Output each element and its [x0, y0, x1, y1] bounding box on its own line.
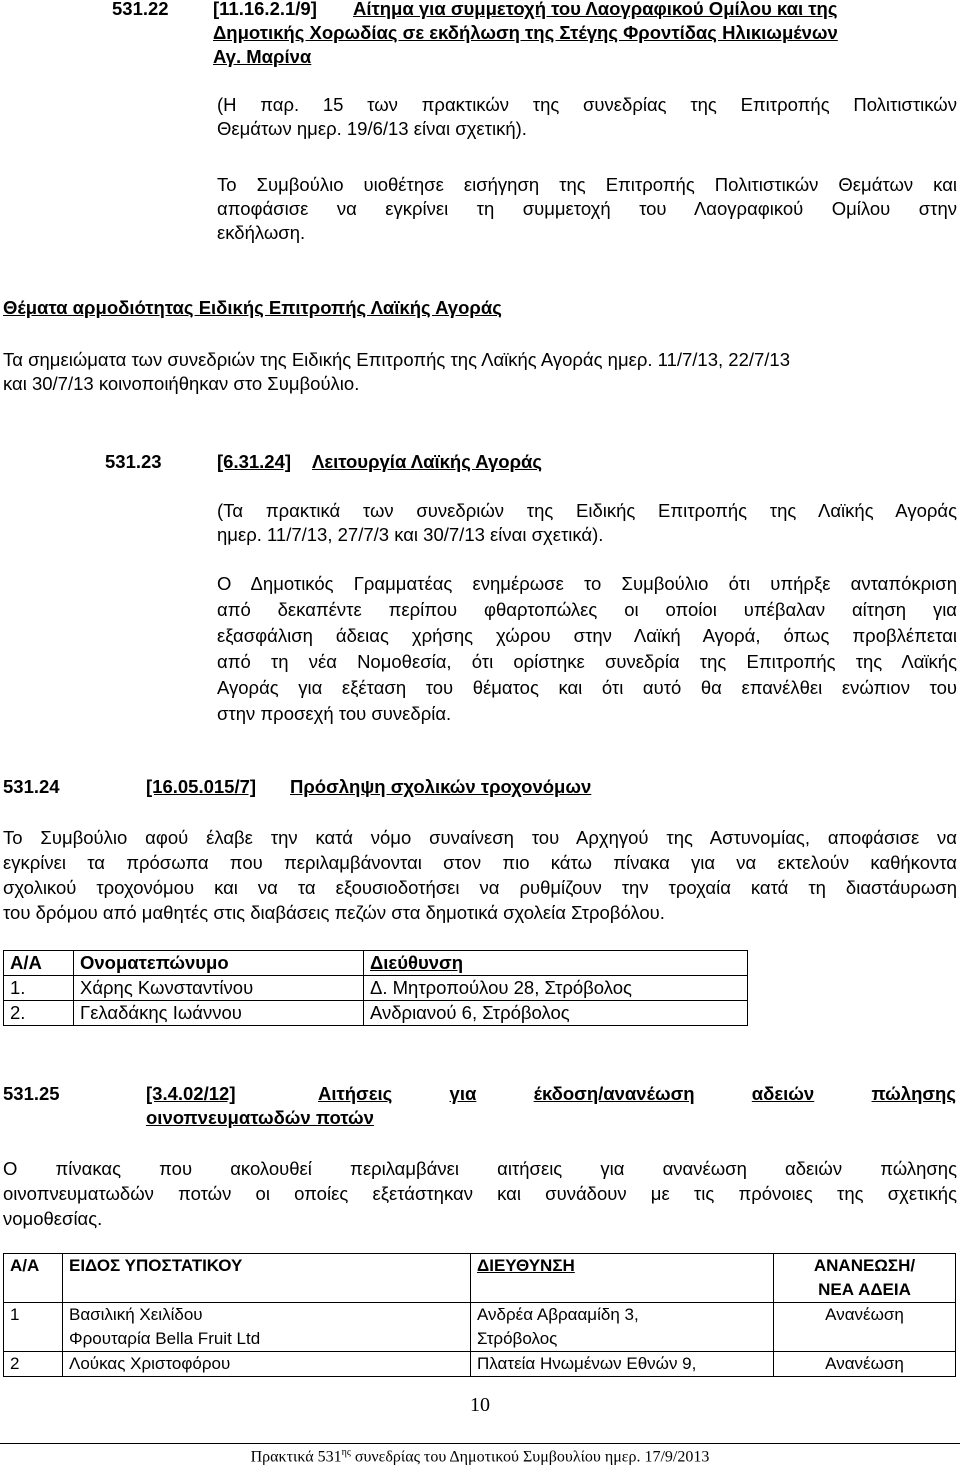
body-paragraph-line: εξασφάλιση άδειας χρήσης χώρου στην Λαϊκή Αγορά, όπως προβλέπεται: [217, 625, 957, 646]
table-cell: Ανανέωση: [774, 1352, 956, 1377]
table-header-cell: Α/Α: [4, 1254, 63, 1303]
table-header-cell: ΕΙΔΟΣ ΥΠΟΣΤΑΤΙΚΟΥ: [63, 1254, 471, 1303]
table-cell: Πλατεία Ηνωμένων Εθνών 9,: [471, 1352, 774, 1377]
liquor-licenses-table: [3, 1253, 956, 1377]
table-header-row: [4, 951, 748, 976]
table-cell: 2.: [4, 1001, 74, 1026]
item-code: [11.16.2.1/9]: [213, 0, 317, 19]
table-cell: 2: [4, 1352, 63, 1377]
decision-text: Το Συμβούλιο υιοθέτησε εισήγηση της Επιτροπής Πολιτιστικών Θεμάτων και: [217, 174, 957, 195]
table-cell: Ανανέωση: [774, 1303, 956, 1352]
market-text: Τα σημειώματα των συνεδριών της Ειδικής Επιτροπής της Λαϊκής Αγοράς ημερ. 11/7/13, 22/7/13: [3, 349, 791, 370]
table-cell: Ανδριανού 6, Στρόβολος: [364, 1001, 748, 1026]
table-header-row: [4, 1254, 956, 1303]
table-cell: Ανδρέα Αβρααμίδη 3, Στρόβολος: [471, 1303, 774, 1352]
page-number: 10: [470, 1394, 490, 1416]
body-paragraph-line: του δρόμου από μαθητές στις διαβάσεις πεζών στα δημοτικά σχολεία Στροβόλου.: [3, 902, 665, 923]
item-title-line3: Αγ. Μαρίνα: [213, 46, 312, 67]
item-number: 531.22: [112, 0, 169, 19]
table-cell: Δ. Μητροπούλου 28, Στρόβολος: [364, 976, 748, 1001]
decision-text-line2: αποφάσισε να εγκρίνει τη συμμετοχή του Λαογραφικού Ομίλου στην: [217, 198, 957, 219]
table-cell: Χάρης Κωνσταντίνου: [74, 976, 364, 1001]
table-header-cell: Ονοματεπώνυμο: [74, 951, 364, 976]
body-paragraph-line: Το Συμβούλιο αφού έλαβε την κατά νόμο συναίνεση του Αρχηγού της Αστυνομίας, αποφάσισε να: [3, 827, 957, 848]
body-paragraph-line: από δεκαπέντε περίπου φθαρτοπώλες οι οποίοι υπέβαλαν αίτηση για: [217, 599, 957, 620]
section-heading: Θέματα αρμοδιότητας Ειδικής Επιτροπής Λαϊκής Αγοράς: [3, 297, 502, 318]
body-paragraph-line: οινοπνευματωδών ποτών οι οποίες εξετάστηκαν και συνάδουν με τις πρόνοιες της σχετικής: [3, 1183, 957, 1204]
table-header-cell: Α/Α: [4, 951, 74, 976]
table-cell: Λούκας Χριστοφόρου: [63, 1352, 471, 1377]
item-title-line2: οινοπνευματωδών ποτών: [146, 1107, 374, 1128]
table-header-cell: ΑΝΑΝΕΩΣΗ/ ΝΕΑ ΑΔΕΙΑ: [774, 1254, 956, 1303]
table-row: [4, 1001, 748, 1026]
body-paragraph-line: σχολικού τροχονόμου και να τα εξουσιοδοτήσει να ρυθμίζουν την τροχαία κατά τη διαστάυρωση: [3, 877, 957, 898]
footer-divider: [0, 1443, 960, 1444]
body-paragraph-line: Ο πίνακας που ακολουθεί περιλαμβάνει αιτήσεις για ανανέωση αδειών πώλησης: [3, 1158, 957, 1179]
body-paragraph-line: νομοθεσίας.: [3, 1208, 103, 1229]
item-title: Πρόσληψη σχολικών τροχονόμων: [290, 776, 592, 797]
market-text-line2: και 30/7/13 κοινοποιήθηκαν στο Συμβούλιο.: [3, 373, 360, 394]
item-title: Λειτουργία Λαϊκής Αγοράς: [312, 451, 543, 472]
table-row: [4, 1352, 956, 1377]
body-paragraph-line: εγκρίνει τα πρόσωπα που περιλαμβάνονται στον πιο κάτω πίνακα για να εκτελούν καθήκοντα: [3, 852, 957, 873]
traffic-wardens-table: [3, 950, 748, 1026]
item-code: [3.4.02/12]: [146, 1083, 236, 1104]
body-paragraph-line: Αγοράς για εξέταση του θέματος και ότι αυτό θα επανέλθει ενώπιον του: [217, 677, 957, 698]
item-number: 531.23: [105, 451, 162, 472]
decision-text-line3: εκδήλωση.: [217, 222, 306, 243]
body-paragraph-line: Ο Δημοτικός Γραμματέας ενημέρωσε το Συμβούλιο ότι υπήρξε ανταπόκριση: [217, 573, 957, 594]
table-cell: 1: [4, 1303, 63, 1352]
reference-text-line2: Θεμάτων ημερ. 19/6/13 είναι σχετική).: [217, 118, 527, 139]
body-paragraph-line: στην προσεχή του συνεδρία.: [217, 703, 452, 724]
item-code: [16.05.015/7]: [146, 776, 257, 797]
table-cell: 1.: [4, 976, 74, 1001]
reference-text: (Τα πρακτικά των συνεδριών της Ειδικής Επιτροπής της Λαϊκής Αγοράς: [217, 500, 957, 521]
item-title: Αιτήσεις για έκδοση/ανανέωση αδειών πώλησης: [318, 1083, 956, 1104]
reference-text: (Η παρ. 15 των πρακτικών της συνεδρίας της Επιτροπής Πολιτιστικών: [217, 94, 957, 115]
item-title: Αίτημα για συμμετοχή του Λαογραφικού Ομίλου και της: [353, 0, 838, 19]
page-footer: Πρακτικά $531^{\eta\varsigma}$ συνεδρίας του Δημοτικού Συμβουλίου ημερ. 17/9/2013: [250, 1447, 710, 1466]
item-title-line2: Δημοτικής Χορωδίας σε εκδήλωση της Στέγης Φροντίδας Ηλικιωμένων: [213, 22, 838, 43]
item-number: 531.24: [3, 776, 60, 797]
item-code: [6.31.24]: [217, 451, 292, 472]
item-number: 531.25: [3, 1083, 60, 1104]
table-cell: Γελαδάκης Ιωάννου: [74, 1001, 364, 1026]
table-header-cell: ΔΙΕΥΘΥΝΣΗ: [471, 1254, 774, 1303]
table-cell: Βασιλική Χειλίδου Φρουταρία Bella Fruit Ltd: [63, 1303, 471, 1352]
body-paragraph-line: από τη νέα Νομοθεσία, ότι ορίστηκε συνεδρία της Επιτροπής της Λαϊκής: [217, 651, 957, 672]
table-row: [4, 976, 748, 1001]
table-row: [4, 1303, 956, 1352]
reference-text-line2: ημερ. 11/7/13, 27/7/3 και 30/7/13 είναι σχετικά).: [217, 524, 604, 545]
table-header-cell: Διεύθυνση: [364, 951, 748, 976]
